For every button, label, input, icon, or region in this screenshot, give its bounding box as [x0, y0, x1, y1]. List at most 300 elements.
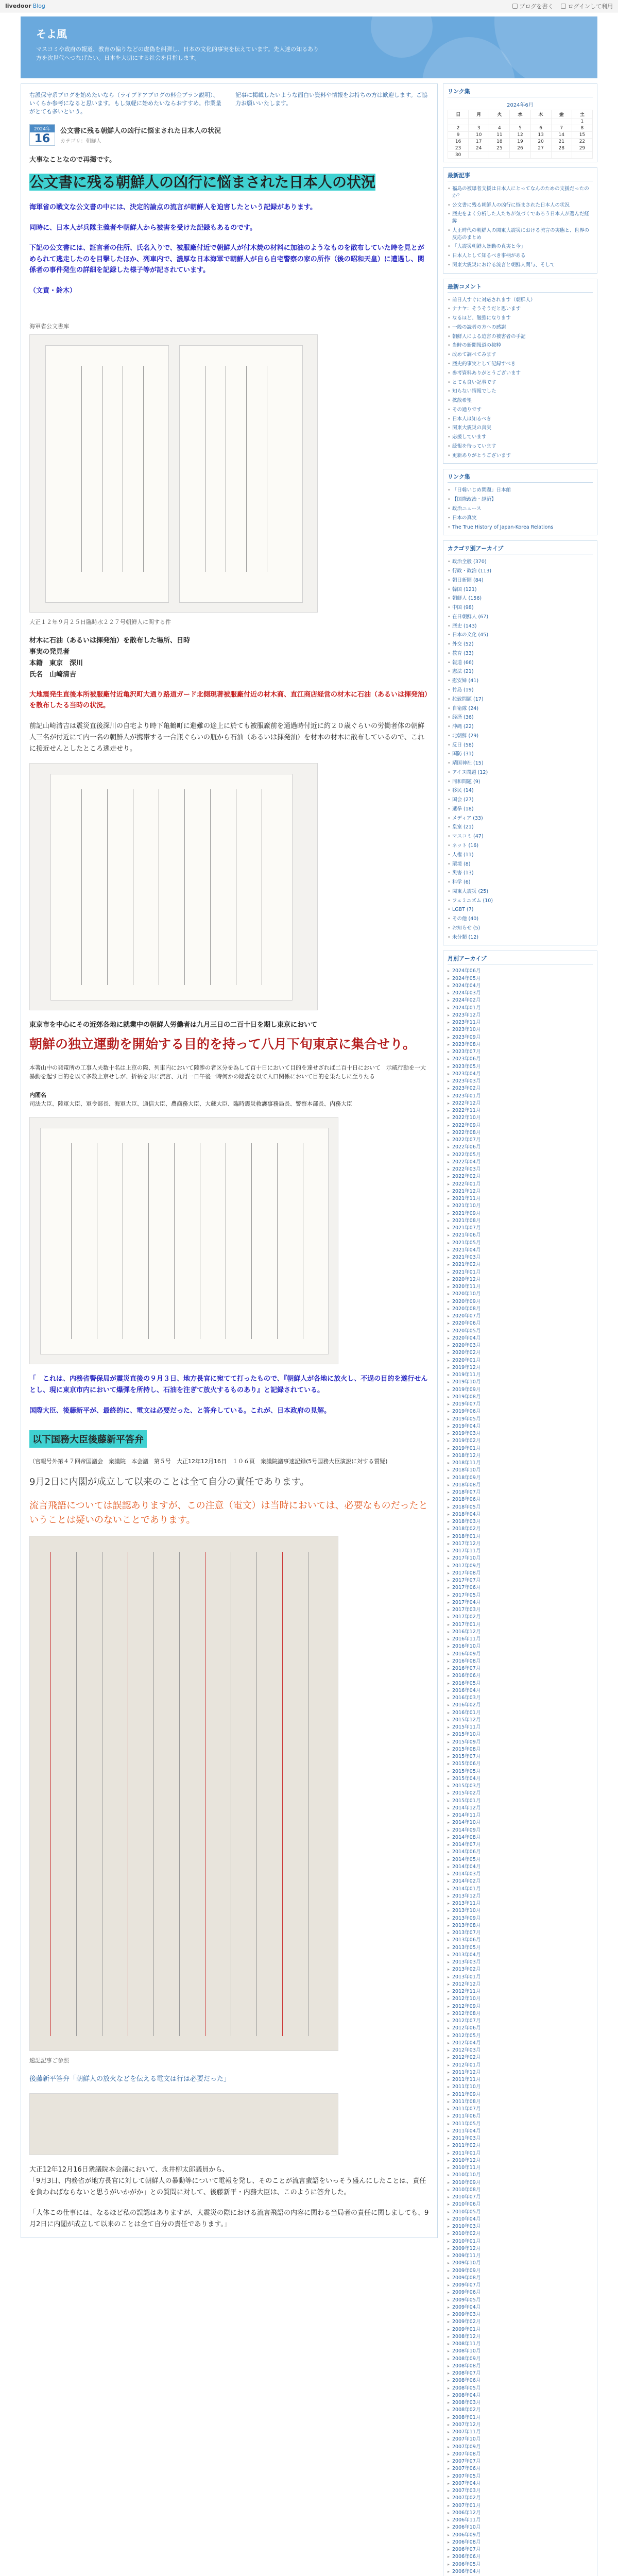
calendar-day[interactable]: 26 — [510, 145, 530, 152]
document-photo[interactable] — [29, 2093, 338, 2155]
archive-month-link[interactable]: ▸ 2008年12月 — [448, 2333, 593, 2341]
archive-month-link[interactable]: ▸ 2013年02月 — [448, 1966, 593, 1973]
external-link[interactable]: • 【国際政治・経済】 — [448, 495, 593, 504]
archive-month-link[interactable]: ▸ 2019年01月 — [448, 1445, 593, 1452]
recent-comment-link[interactable]: • 日本人は知るべき — [448, 415, 593, 424]
category-link[interactable]: • 拉致問題 (17) — [448, 695, 593, 704]
archive-month-link[interactable]: ▸ 2022年01月 — [448, 1181, 593, 1188]
archive-month-link[interactable]: ▸ 2012年10月 — [448, 1995, 593, 2003]
recent-article-link[interactable]: • 「大震災朝鮮人暴動の真実と今」 — [448, 242, 593, 251]
category-link[interactable]: • 国会 (27) — [448, 795, 593, 805]
archive-month-link[interactable]: ▸ 2011年08月 — [448, 2098, 593, 2106]
archive-month-link[interactable]: ▸ 2020年12月 — [448, 1276, 593, 1283]
external-link[interactable]: • 「日韓いじめ問題」日本館 — [448, 486, 593, 495]
archive-month-link[interactable]: ▸ 2023年11月 — [448, 1019, 593, 1026]
document-photo[interactable] — [29, 763, 318, 1010]
category-link[interactable]: • 慰安婦 (41) — [448, 676, 593, 686]
archive-month-link[interactable]: ▸ 2006年12月 — [448, 2510, 593, 2517]
archive-month-link[interactable]: ▸ 2022年03月 — [448, 1166, 593, 1173]
archive-month-link[interactable]: ▸ 2010年10月 — [448, 2172, 593, 2179]
archive-month-link[interactable]: ▸ 2009年07月 — [448, 2282, 593, 2289]
archive-month-link[interactable]: ▸ 2015年09月 — [448, 1739, 593, 1746]
archive-month-link[interactable]: ▸ 2014年02月 — [448, 1878, 593, 1885]
calendar-day[interactable]: 12 — [510, 132, 530, 139]
recent-comment-link[interactable]: • 関東大震災の真実 — [448, 423, 593, 433]
archive-month-link[interactable]: ▸ 2007年04月 — [448, 2480, 593, 2487]
archive-month-link[interactable]: ▸ 2013年12月 — [448, 1893, 593, 1900]
post-category[interactable]: カテゴリ：朝鮮人 — [60, 139, 101, 145]
category-link[interactable]: • マスコミ (47) — [448, 832, 593, 841]
archive-month-link[interactable]: ▸ 2023年09月 — [448, 1034, 593, 1041]
archive-month-link[interactable]: ▸ 2008年04月 — [448, 2392, 593, 2399]
archive-month-link[interactable]: ▸ 2017年06月 — [448, 1584, 593, 1591]
archive-month-link[interactable]: ▸ 2010年03月 — [448, 2223, 593, 2230]
category-link[interactable]: • 教育 (33) — [448, 649, 593, 658]
archive-month-link[interactable]: ▸ 2007年05月 — [448, 2473, 593, 2480]
archive-month-link[interactable]: ▸ 2023年03月 — [448, 1078, 593, 1085]
archive-month-link[interactable]: ▸ 2015年06月 — [448, 1760, 593, 1768]
calendar-day[interactable]: 25 — [489, 145, 510, 152]
archive-month-link[interactable]: ▸ 2020年09月 — [448, 1298, 593, 1306]
archive-month-link[interactable]: ▸ 2010年06月 — [448, 2201, 593, 2208]
archive-month-link[interactable]: ▸ 2010年08月 — [448, 2187, 593, 2194]
archive-month-link[interactable]: ▸ 2009年04月 — [448, 2304, 593, 2311]
archive-month-link[interactable]: ▸ 2007年02月 — [448, 2495, 593, 2502]
archive-month-link[interactable]: ▸ 2010年04月 — [448, 2216, 593, 2223]
category-link[interactable]: • 国防 (31) — [448, 750, 593, 759]
recent-comment-link[interactable]: • 一般の読者の方への感謝 — [448, 323, 593, 332]
archive-month-link[interactable]: ▸ 2011年06月 — [448, 2113, 593, 2120]
calendar-day[interactable]: 15 — [572, 132, 592, 139]
archive-month-link[interactable]: ▸ 2023年02月 — [448, 1085, 593, 1092]
archive-month-link[interactable]: ▸ 2023年06月 — [448, 1056, 593, 1063]
archive-month-link[interactable]: ▸ 2013年09月 — [448, 1915, 593, 1922]
archive-month-link[interactable]: ▸ 2024年06月 — [448, 968, 593, 975]
archive-month-link[interactable]: ▸ 2018年04月 — [448, 1511, 593, 1518]
archive-month-link[interactable]: ▸ 2006年04月 — [448, 2568, 593, 2575]
archive-month-link[interactable]: ▸ 2012年01月 — [448, 2062, 593, 2069]
archive-month-link[interactable]: ▸ 2012年12月 — [448, 1981, 593, 1988]
archive-month-link[interactable]: ▸ 2012年05月 — [448, 2032, 593, 2040]
calendar-day[interactable]: 21 — [551, 139, 572, 145]
archive-month-link[interactable]: ▸ 2023年10月 — [448, 1026, 593, 1033]
archive-month-link[interactable]: ▸ 2008年08月 — [448, 2363, 593, 2370]
archive-month-link[interactable]: ▸ 2024年02月 — [448, 997, 593, 1004]
category-link[interactable]: • 沖縄 (22) — [448, 722, 593, 732]
archive-month-link[interactable]: ▸ 2013年03月 — [448, 1959, 593, 1966]
archive-month-link[interactable]: ▸ 2014年10月 — [448, 1819, 593, 1826]
archive-month-link[interactable]: ▸ 2020年10月 — [448, 1291, 593, 1298]
recent-comment-link[interactable]: • 改めて調べてみます — [448, 350, 593, 360]
archive-month-link[interactable]: ▸ 2018年11月 — [448, 1460, 593, 1467]
calendar-day[interactable]: 1 — [572, 118, 592, 125]
category-link[interactable]: • 反日 (58) — [448, 741, 593, 750]
archive-month-link[interactable]: ▸ 2022年05月 — [448, 1151, 593, 1159]
calendar-day[interactable]: 23 — [448, 145, 469, 152]
archive-month-link[interactable]: ▸ 2016年12月 — [448, 1629, 593, 1636]
archive-month-link[interactable]: ▸ 2006年07月 — [448, 2546, 593, 2553]
archive-month-link[interactable]: ▸ 2008年01月 — [448, 2414, 593, 2421]
archive-month-link[interactable]: ▸ 2006年09月 — [448, 2532, 593, 2539]
archive-month-link[interactable]: ▸ 2015年12月 — [448, 1717, 593, 1724]
archive-month-link[interactable]: ▸ 2009年06月 — [448, 2289, 593, 2296]
archive-month-link[interactable]: ▸ 2011年01月 — [448, 2150, 593, 2157]
archive-month-link[interactable]: ▸ 2012年06月 — [448, 2025, 593, 2032]
archive-month-link[interactable]: ▸ 2008年03月 — [448, 2399, 593, 2406]
archive-month-link[interactable]: ▸ 2020年07月 — [448, 1313, 593, 1320]
recent-comment-link[interactable]: • 拡散希望 — [448, 396, 593, 405]
category-link[interactable]: • 選挙 (18) — [448, 805, 593, 814]
archive-month-link[interactable]: ▸ 2009年10月 — [448, 2260, 593, 2267]
recent-article-link[interactable]: • 福島の被曝者支援は日本人にとってなんのための支援だったのか？ — [448, 184, 593, 201]
archive-month-link[interactable]: ▸ 2016年10月 — [448, 1643, 593, 1650]
archive-month-link[interactable]: ▸ 2012年04月 — [448, 2040, 593, 2047]
calendar-day[interactable]: 22 — [572, 139, 592, 145]
category-link[interactable]: • 自衛隊 (24) — [448, 704, 593, 714]
category-link[interactable]: • アイヌ問題 (12) — [448, 768, 593, 777]
archive-month-link[interactable]: ▸ 2017年10月 — [448, 1555, 593, 1562]
archive-month-link[interactable]: ▸ 2010年12月 — [448, 2157, 593, 2164]
archive-month-link[interactable]: ▸ 2018年03月 — [448, 1518, 593, 1526]
archive-month-link[interactable]: ▸ 2014年05月 — [448, 1856, 593, 1863]
archive-month-link[interactable]: ▸ 2015年11月 — [448, 1724, 593, 1731]
archive-month-link[interactable]: ▸ 2014年03月 — [448, 1871, 593, 1878]
category-link[interactable]: • 朝鮮人 (156) — [448, 594, 593, 603]
archive-month-link[interactable]: ▸ 2006年05月 — [448, 2561, 593, 2568]
archive-month-link[interactable]: ▸ 2019年11月 — [448, 1371, 593, 1379]
archive-month-link[interactable]: ▸ 2007年03月 — [448, 2487, 593, 2495]
archive-month-link[interactable]: ▸ 2009年05月 — [448, 2297, 593, 2304]
archive-month-link[interactable]: ▸ 2018年07月 — [448, 1489, 593, 1496]
archive-month-link[interactable]: ▸ 2023年04月 — [448, 1071, 593, 1078]
archive-month-link[interactable]: ▸ 2012年11月 — [448, 1988, 593, 1995]
category-link[interactable]: • 科学 (6) — [448, 878, 593, 887]
category-link[interactable]: • 行政・政治 (113) — [448, 567, 593, 576]
archive-month-link[interactable]: ▸ 2021年10月 — [448, 1202, 593, 1210]
archive-month-link[interactable]: ▸ 2018年05月 — [448, 1504, 593, 1511]
archive-month-link[interactable]: ▸ 2010年01月 — [448, 2238, 593, 2245]
archive-month-link[interactable]: ▸ 2021年02月 — [448, 1261, 593, 1268]
archive-month-link[interactable]: ▸ 2023年08月 — [448, 1041, 593, 1048]
calendar-day[interactable]: 30 — [448, 152, 469, 159]
archive-month-link[interactable]: ▸ 2018年02月 — [448, 1526, 593, 1533]
archive-month-link[interactable]: ▸ 2009年11月 — [448, 2252, 593, 2260]
external-link[interactable]: • 政治ニュース — [448, 504, 593, 514]
category-link[interactable]: • 日本の文化 (45) — [448, 631, 593, 640]
archive-month-link[interactable]: ▸ 2014年09月 — [448, 1827, 593, 1834]
category-link[interactable]: • LGBT (7) — [448, 905, 593, 914]
archive-month-link[interactable]: ▸ 2016年01月 — [448, 1709, 593, 1717]
calendar-day[interactable]: 19 — [510, 139, 530, 145]
archive-month-link[interactable]: ▸ 2010年11月 — [448, 2164, 593, 2172]
archive-month-link[interactable]: ▸ 2015年02月 — [448, 1790, 593, 1797]
archive-month-link[interactable]: ▸ 2007年09月 — [448, 2444, 593, 2451]
archive-month-link[interactable]: ▸ 2008年06月 — [448, 2377, 593, 2384]
archive-month-link[interactable]: ▸ 2021年04月 — [448, 1247, 593, 1254]
archive-month-link[interactable]: ▸ 2019年02月 — [448, 1437, 593, 1445]
archive-month-link[interactable]: ▸ 2014年01月 — [448, 1886, 593, 1893]
archive-month-link[interactable]: ▸ 2013年11月 — [448, 1900, 593, 1907]
calendar-day[interactable]: 24 — [469, 145, 489, 152]
archive-month-link[interactable]: ▸ 2022年06月 — [448, 1144, 593, 1151]
archive-month-link[interactable]: ▸ 2024年01月 — [448, 1005, 593, 1012]
archive-month-link[interactable]: ▸ 2017年07月 — [448, 1577, 593, 1584]
archive-month-link[interactable]: ▸ 2012年07月 — [448, 2018, 593, 2025]
archive-month-link[interactable]: ▸ 2017年09月 — [448, 1563, 593, 1570]
archive-month-link[interactable]: ▸ 2020年04月 — [448, 1335, 593, 1342]
recent-comment-link[interactable]: • 歴史的事実として記録すべき — [448, 360, 593, 369]
archive-month-link[interactable]: ▸ 2011年03月 — [448, 2135, 593, 2142]
archive-month-link[interactable]: ▸ 2017年05月 — [448, 1592, 593, 1599]
archive-month-link[interactable]: ▸ 2017年11月 — [448, 1548, 593, 1555]
livedoor-logo[interactable]: livedoor Blog — [5, 3, 45, 9]
recent-article-link[interactable]: • 歴史をよく分析した人たちが気づくであろう日本人が選んだ経緯 — [448, 210, 593, 226]
archive-month-link[interactable]: ▸ 2014年08月 — [448, 1834, 593, 1841]
archive-month-link[interactable]: ▸ 2018年12月 — [448, 1452, 593, 1460]
archive-month-link[interactable]: ▸ 2006年11月 — [448, 2517, 593, 2524]
archive-month-link[interactable]: ▸ 2013年06月 — [448, 1937, 593, 1944]
calendar-day[interactable]: 6 — [530, 125, 551, 132]
archive-month-link[interactable]: ▸ 2023年12月 — [448, 1012, 593, 1019]
archive-month-link[interactable]: ▸ 2016年03月 — [448, 1694, 593, 1702]
archive-month-link[interactable]: ▸ 2014年04月 — [448, 1863, 593, 1871]
archive-month-link[interactable]: ▸ 2013年08月 — [448, 1922, 593, 1929]
archive-month-link[interactable]: ▸ 2021年01月 — [448, 1269, 593, 1276]
archive-month-link[interactable]: ▸ 2022年10月 — [448, 1114, 593, 1122]
external-link[interactable]: • 日本の真実 — [448, 514, 593, 523]
archive-month-link[interactable]: ▸ 2006年06月 — [448, 2553, 593, 2561]
calendar-day[interactable]: 4 — [489, 125, 510, 132]
notice-right[interactable]: 記事に掲載したいような面白い資料や情報をお持ちの方は歓迎します。ご協力お願いいたします。 — [235, 92, 428, 107]
category-link[interactable]: • 中国 (98) — [448, 603, 593, 613]
archive-month-link[interactable]: ▸ 2006年08月 — [448, 2539, 593, 2546]
archive-month-link[interactable]: ▸ 2017年02月 — [448, 1614, 593, 1621]
category-link[interactable]: • その他 (40) — [448, 914, 593, 924]
archive-month-link[interactable]: ▸ 2012年09月 — [448, 2003, 593, 2010]
archive-month-link[interactable]: ▸ 2022年04月 — [448, 1159, 593, 1166]
archive-month-link[interactable]: ▸ 2021年08月 — [448, 1217, 593, 1225]
archive-month-link[interactable]: ▸ 2013年07月 — [448, 1929, 593, 1937]
calendar-day[interactable]: 7 — [551, 125, 572, 132]
archive-month-link[interactable]: ▸ 2015年08月 — [448, 1746, 593, 1753]
archive-month-link[interactable]: ▸ 2017年12月 — [448, 1540, 593, 1548]
recent-comment-link[interactable]: • 知らない情報でした — [448, 387, 593, 396]
category-link[interactable]: • 移民 (14) — [448, 786, 593, 795]
archive-month-link[interactable]: ▸ 2007年12月 — [448, 2421, 593, 2429]
archive-month-link[interactable]: ▸ 2008年02月 — [448, 2406, 593, 2414]
archive-month-link[interactable]: ▸ 2012年02月 — [448, 2054, 593, 2061]
archive-month-link[interactable]: ▸ 2024年04月 — [448, 982, 593, 990]
archive-month-link[interactable]: ▸ 2015年01月 — [448, 1798, 593, 1805]
recent-comment-link[interactable]: • 続報を待っています — [448, 442, 593, 451]
archive-month-link[interactable]: ▸ 2017年04月 — [448, 1599, 593, 1606]
calendar-day[interactable]: 29 — [572, 145, 592, 152]
archive-month-link[interactable]: ▸ 2022年12月 — [448, 1100, 593, 1107]
archive-month-link[interactable]: ▸ 2009年09月 — [448, 2267, 593, 2275]
calendar-day[interactable]: 18 — [489, 139, 510, 145]
archive-month-link[interactable]: ▸ 2006年10月 — [448, 2524, 593, 2531]
category-link[interactable]: • 報道 (66) — [448, 658, 593, 668]
archive-month-link[interactable]: ▸ 2019年05月 — [448, 1416, 593, 1423]
category-link[interactable]: • 環境 (8) — [448, 860, 593, 869]
archive-month-link[interactable]: ▸ 2023年07月 — [448, 1048, 593, 1056]
archive-month-link[interactable]: ▸ 2014年06月 — [448, 1849, 593, 1856]
category-link[interactable]: • 人権 (11) — [448, 851, 593, 860]
calendar-day[interactable]: 5 — [510, 125, 530, 132]
archive-month-link[interactable]: ▸ 2015年03月 — [448, 1783, 593, 1790]
category-link[interactable]: • 外交 (52) — [448, 640, 593, 649]
recent-comment-link[interactable]: • 当時の新聞報道の抜粋 — [448, 341, 593, 350]
recent-comment-link[interactable]: • 前日人すぐに対応されます（朝鮮人） — [448, 296, 593, 305]
archive-month-link[interactable]: ▸ 2016年06月 — [448, 1672, 593, 1680]
category-link[interactable]: • 同和問題 (9) — [448, 777, 593, 787]
archive-month-link[interactable]: ▸ 2021年03月 — [448, 1254, 593, 1261]
archive-month-link[interactable]: ▸ 2009年12月 — [448, 2245, 593, 2252]
archive-month-link[interactable]: ▸ 2018年06月 — [448, 1496, 593, 1503]
calendar-day[interactable]: 9 — [448, 132, 469, 139]
login-link[interactable]: ログインして利用 — [561, 2, 613, 10]
document-photo[interactable] — [29, 334, 318, 613]
archive-month-link[interactable]: ▸ 2019年08月 — [448, 1394, 593, 1401]
archive-month-link[interactable]: ▸ 2007年01月 — [448, 2502, 593, 2510]
calendar-day[interactable]: 8 — [572, 125, 592, 132]
document-photo[interactable] — [29, 1536, 338, 2051]
archive-month-link[interactable]: ▸ 2020年06月 — [448, 1320, 593, 1327]
calendar-day[interactable]: 28 — [551, 145, 572, 152]
archive-month-link[interactable]: ▸ 2021年11月 — [448, 1195, 593, 1202]
archive-month-link[interactable]: ▸ 2022年07月 — [448, 1137, 593, 1144]
archive-month-link[interactable]: ▸ 2020年11月 — [448, 1283, 593, 1291]
archive-month-link[interactable]: ▸ 2014年12月 — [448, 1805, 593, 1812]
archive-month-link[interactable]: ▸ 2022年11月 — [448, 1107, 593, 1114]
archive-month-link[interactable]: ▸ 2019年06月 — [448, 1408, 593, 1415]
archive-month-link[interactable]: ▸ 2015年07月 — [448, 1753, 593, 1760]
recent-article-link[interactable]: • 大正時代の朝鮮人の関東大震災における流言の実態と、世界の反応のまとめ — [448, 226, 593, 243]
archive-month-link[interactable]: ▸ 2013年01月 — [448, 1974, 593, 1981]
category-link[interactable]: • 政治全般 (370) — [448, 557, 593, 567]
archive-month-link[interactable]: ▸ 2018年09月 — [448, 1475, 593, 1482]
archive-month-link[interactable]: ▸ 2022年02月 — [448, 1173, 593, 1180]
archive-month-link[interactable]: ▸ 2008年07月 — [448, 2370, 593, 2377]
archive-month-link[interactable]: ▸ 2021年06月 — [448, 1232, 593, 1239]
archive-month-link[interactable]: ▸ 2016年09月 — [448, 1651, 593, 1658]
calendar-day[interactable]: 16 — [448, 139, 469, 145]
category-link[interactable]: • 韓国 (121) — [448, 585, 593, 595]
post-title[interactable]: 公文書に残る朝鮮人の凶行に悩まされた日本人の状況 — [60, 127, 221, 135]
recent-comment-link[interactable]: • なるほど、勉強になります — [448, 314, 593, 323]
calendar-month[interactable]: 2024年6月 — [507, 103, 534, 108]
archive-month-link[interactable]: ▸ 2019年04月 — [448, 1423, 593, 1430]
archive-month-link[interactable]: ▸ 2022年09月 — [448, 1122, 593, 1129]
archive-month-link[interactable]: ▸ 2020年01月 — [448, 1357, 593, 1364]
archive-month-link[interactable]: ▸ 2010年09月 — [448, 2179, 593, 2187]
archive-month-link[interactable]: ▸ 2009年03月 — [448, 2311, 593, 2318]
archive-month-link[interactable]: ▸ 2015年05月 — [448, 1768, 593, 1775]
archive-month-link[interactable]: ▸ 2008年05月 — [448, 2385, 593, 2392]
category-link[interactable]: • 憲法 (21) — [448, 667, 593, 676]
calendar-day[interactable]: 17 — [469, 139, 489, 145]
category-link[interactable]: • 朝日新聞 (84) — [448, 576, 593, 585]
category-link[interactable]: • メディア (33) — [448, 814, 593, 823]
archive-month-link[interactable]: ▸ 2010年07月 — [448, 2194, 593, 2201]
archive-month-link[interactable]: ▸ 2018年10月 — [448, 1467, 593, 1474]
archive-month-link[interactable]: ▸ 2021年09月 — [448, 1210, 593, 1217]
archive-month-link[interactable]: ▸ 2016年05月 — [448, 1680, 593, 1687]
archive-month-link[interactable]: ▸ 2017年03月 — [448, 1606, 593, 1614]
archive-month-link[interactable]: ▸ 2012年08月 — [448, 2010, 593, 2018]
calendar-day[interactable]: 14 — [551, 132, 572, 139]
archive-month-link[interactable]: ▸ 2016年04月 — [448, 1687, 593, 1694]
archive-month-link[interactable]: ▸ 2013年04月 — [448, 1952, 593, 1959]
archive-month-link[interactable]: ▸ 2016年02月 — [448, 1702, 593, 1709]
category-link[interactable]: • 歴史 (143) — [448, 622, 593, 631]
archive-month-link[interactable]: ▸ 2009年01月 — [448, 2326, 593, 2333]
archive-month-link[interactable]: ▸ 2022年08月 — [448, 1129, 593, 1137]
archive-month-link[interactable]: ▸ 2011年05月 — [448, 2121, 593, 2128]
archive-month-link[interactable]: ▸ 2020年02月 — [448, 1349, 593, 1357]
recent-article-link[interactable]: • 関東大震災における流言と朝鮮人関与、そして — [448, 261, 593, 270]
archive-month-link[interactable]: ▸ 2011年07月 — [448, 2106, 593, 2113]
archive-month-link[interactable]: ▸ 2019年09月 — [448, 1386, 593, 1394]
recent-comment-link[interactable]: • とても良い記事です — [448, 378, 593, 387]
archive-month-link[interactable]: ▸ 2008年10月 — [448, 2348, 593, 2355]
category-link[interactable]: • 竹島 (19) — [448, 686, 593, 695]
category-link[interactable]: • 皇室 (21) — [448, 823, 593, 832]
archive-month-link[interactable]: ▸ 2020年05月 — [448, 1328, 593, 1335]
archive-month-link[interactable]: ▸ 2018年01月 — [448, 1533, 593, 1540]
archive-month-link[interactable]: ▸ 2019年12月 — [448, 1364, 593, 1371]
archive-month-link[interactable]: ▸ 2015年10月 — [448, 1731, 593, 1738]
archive-month-link[interactable]: ▸ 2007年11月 — [448, 2429, 593, 2436]
archive-month-link[interactable]: ▸ 2023年05月 — [448, 1063, 593, 1071]
archive-month-link[interactable]: ▸ 2011年02月 — [448, 2142, 593, 2149]
archive-month-link[interactable]: ▸ 2007年10月 — [448, 2436, 593, 2443]
recent-comment-link[interactable]: • ナナヤ：そうそうだと思います — [448, 304, 593, 314]
archive-month-link[interactable]: ▸ 2009年02月 — [448, 2318, 593, 2326]
recent-comment-link[interactable]: • その通りです — [448, 405, 593, 415]
archive-month-link[interactable]: ▸ 2023年01月 — [448, 1093, 593, 1100]
archive-month-link[interactable]: ▸ 2019年03月 — [448, 1430, 593, 1437]
recent-comment-link[interactable]: • 参考資料ありがとうございます — [448, 369, 593, 378]
category-link[interactable]: • お知らせ (5) — [448, 924, 593, 933]
document-photo[interactable] — [29, 1117, 338, 1364]
archive-month-link[interactable]: ▸ 2008年09月 — [448, 2355, 593, 2363]
archive-month-link[interactable]: ▸ 2020年03月 — [448, 1342, 593, 1349]
calendar-day[interactable]: 20 — [530, 139, 551, 145]
calendar-day[interactable]: 10 — [469, 132, 489, 139]
category-link[interactable]: • 在日朝鮮人 (67) — [448, 613, 593, 622]
archive-month-link[interactable]: ▸ 2016年08月 — [448, 1658, 593, 1665]
archive-month-link[interactable]: ▸ 2015年04月 — [448, 1775, 593, 1783]
archive-month-link[interactable]: ▸ 2017年01月 — [448, 1621, 593, 1629]
recent-comment-link[interactable]: • 朝鮮人による迫害の被害者の手記 — [448, 332, 593, 342]
write-blog-link[interactable]: ブログを書く — [512, 2, 554, 10]
archive-month-link[interactable]: ▸ 2019年07月 — [448, 1401, 593, 1408]
archive-month-link[interactable]: ▸ 2007年08月 — [448, 2451, 593, 2458]
archive-month-link[interactable]: ▸ 2019年10月 — [448, 1379, 593, 1386]
category-link[interactable]: • ネット (16) — [448, 841, 593, 851]
archive-month-link[interactable]: ▸ 2007年06月 — [448, 2465, 593, 2472]
archive-month-link[interactable]: ▸ 2014年11月 — [448, 1812, 593, 1819]
category-link[interactable]: • フェミニズム (10) — [448, 896, 593, 906]
archive-month-link[interactable]: ▸ 2010年05月 — [448, 2209, 593, 2216]
archive-month-link[interactable]: ▸ 2014年07月 — [448, 1841, 593, 1849]
recent-article-link[interactable]: • 日本人として知るべき事柄がある — [448, 251, 593, 261]
recent-comment-link[interactable]: • 更新ありがとうございます — [448, 451, 593, 461]
external-link[interactable]: • The True History of Japan-Korea Relations — [448, 523, 593, 532]
calendar-day[interactable]: 13 — [530, 132, 551, 139]
calendar-day[interactable]: 27 — [530, 145, 551, 152]
